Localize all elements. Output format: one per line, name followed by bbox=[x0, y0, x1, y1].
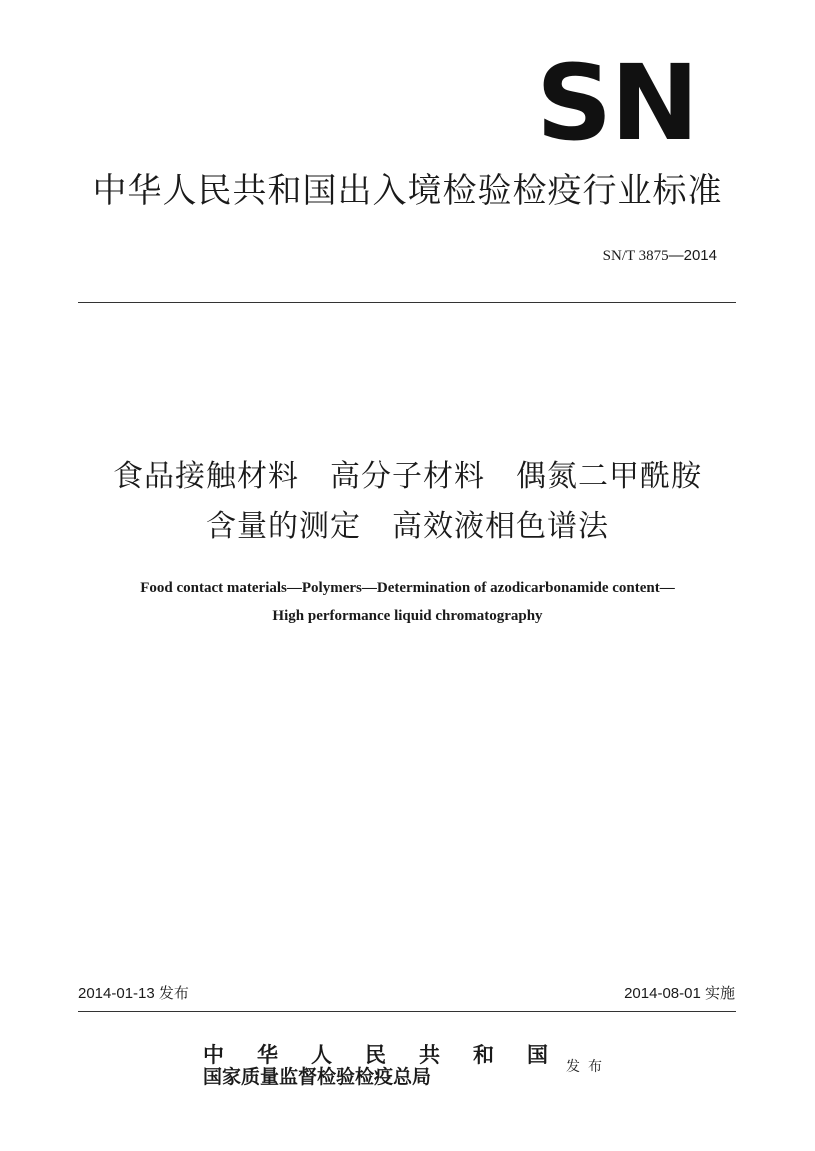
issuer-country-char: 国 bbox=[527, 1042, 548, 1067]
issuer-country-char: 华 bbox=[257, 1042, 278, 1067]
issuer-country-char: 和 bbox=[473, 1042, 494, 1067]
issuer-country-char: 共 bbox=[419, 1042, 440, 1067]
implementation-date: 2014-08-01 实施 bbox=[624, 985, 735, 1002]
publish-label: 发布 bbox=[566, 1059, 610, 1075]
bottom-divider bbox=[78, 1011, 736, 1012]
title-en-line1: Food contact materials—Polymers—Determination of azodicarbonamide content— bbox=[140, 580, 675, 596]
title-zh-line1: 食品接触材料 高分子材料 偶氮二甲酰胺 bbox=[113, 459, 702, 494]
standard-number bbox=[603, 247, 717, 265]
sn-logo: SN bbox=[536, 42, 698, 164]
standard-number-year: —2014 bbox=[668, 247, 717, 264]
issuer-country bbox=[203, 1044, 548, 1066]
top-divider bbox=[78, 302, 736, 303]
issuer-country-char: 民 bbox=[365, 1042, 386, 1067]
title-en-line2: High performance liquid chromatography bbox=[272, 608, 543, 624]
standard-number-prefix: SN/T 3875 bbox=[602, 248, 669, 264]
title-zh-line2: 含量的测定 高效液相色谱法 bbox=[206, 509, 609, 544]
issuer-country-char: 人 bbox=[311, 1042, 332, 1067]
issuer-agency: 国家质量监督检验检疫总局 bbox=[203, 1066, 432, 1088]
standard-category: 中华人民共和国出入境检验检疫行业标准 bbox=[92, 171, 723, 211]
issuer-country-char: 中 bbox=[203, 1042, 224, 1067]
issue-date: 2014-01-13 发布 bbox=[78, 985, 189, 1002]
